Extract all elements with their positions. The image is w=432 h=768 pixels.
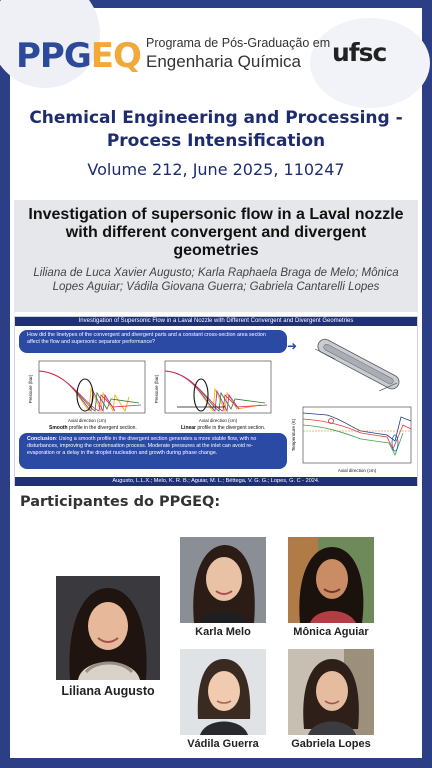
svg-text:Axial direction (cm): Axial direction (cm) [337,468,377,473]
program-name-line1: Programa de Pós-Graduação em [146,36,331,50]
participants-heading: Participantes do PPGEQ: [20,494,221,510]
pressure-plot-linear [155,359,277,425]
svg-text:Pressure (bar): Pressure (bar) [28,374,33,404]
participant-name: Mônica Aguiar [293,626,369,638]
journal-name-line2: Process Intensification [106,131,326,151]
ppgeq-logo: PPGEQ [16,36,141,76]
pressure-plot-smooth [29,359,149,425]
nozzle-illustration [305,329,411,401]
arrow-icon: ➜ [287,339,298,353]
svg-text:Axial direction (cm): Axial direction (cm) [67,418,107,423]
photo-liliana-augusto [56,576,160,680]
caption-linear: Linear profile in the divergent section. [181,425,266,431]
paper-authors: Liliana de Luca Xavier Augusto; Karla Raphaela Braga de Melo; Mônica Lopes Aguiar; Vádila Giovana Guerra; Gabriela Cantarelli Lopes [33,267,399,293]
photo-monica-aguiar [288,537,374,623]
photo-karla-melo [180,537,266,623]
graphical-abstract-header: Investigation of Supersonic Flow in a Laval Nozzle with Different Convergent and Divergent Geometries [15,317,417,326]
journal-volume: Volume 212, June 2025, 110247 [87,160,345,179]
participant-name: Karla Melo [195,626,251,638]
paper-title: Investigation of supersonic flow in a Laval nozzle with different convergent and divergent geometries [28,206,404,259]
participant-name: Liliana Augusto [61,684,155,698]
ufsc-logo: ufsc [332,38,387,67]
graphical-abstract [14,316,418,486]
research-question-box: How did the linetypes of the convergent and divergent parts and a constant cross-section area section affect the flow and supersonic separator performance? [19,330,287,353]
program-name-line2: Engenharia Química [146,52,301,71]
poster-card [10,8,422,758]
journal-name-line1: Chemical Engineering and Processing - [29,108,403,128]
conclusion-box: Conclusion: Using a smooth profile in the divergent section generates a more stable flow, with no disturbances, improving the condensation process. Moderate pressures at the inlet can avoid re-evaporation or a delay in the droplet nucleation and growth during phase change. [19,433,287,469]
caption-smooth: Smooth profile in the divergent section. [49,425,137,431]
photo-vadila-guerra [180,649,266,735]
svg-text:Pressure (bar): Pressure (bar) [154,374,159,404]
svg-text:Temperature (K): Temperature (K) [291,418,296,452]
temperature-plot [291,405,415,475]
paper-info-box [14,200,418,312]
svg-text:Axial direction (cm): Axial direction (cm) [198,418,238,423]
photo-gabriela-lopes [288,649,374,735]
participant-name: Gabriela Lopes [291,738,371,750]
participant-name: Vádila Guerra [187,738,259,750]
graphical-abstract-footer: Augusto, L.L.X.; Melo, K. R. B.; Aguiar, M. L.; Béttega, V. G. G.; Lopes, G. C - 2024. [15,477,417,486]
header [10,8,422,90]
